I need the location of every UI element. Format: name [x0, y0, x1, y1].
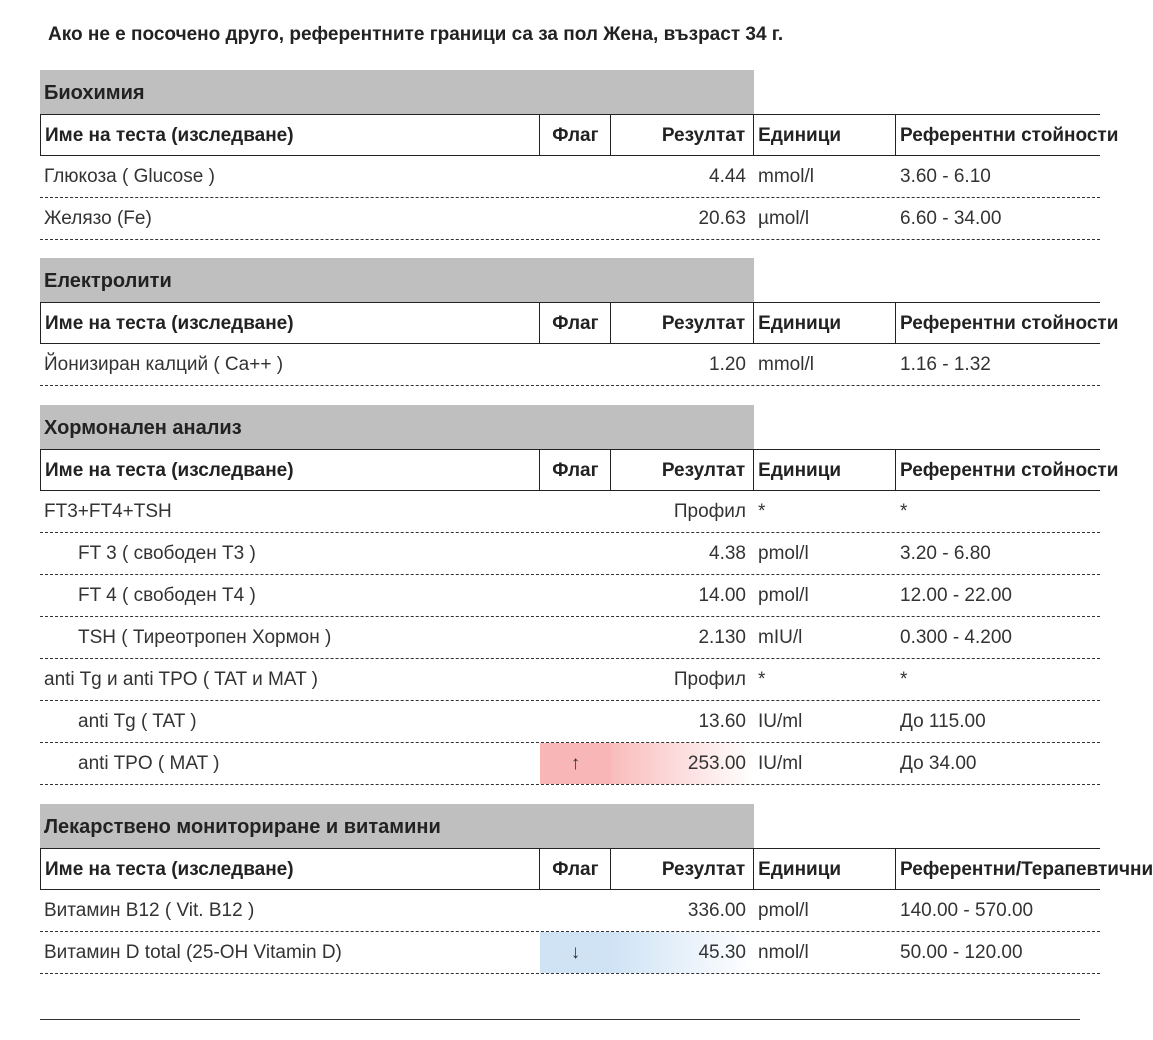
table-row — [40, 659, 1100, 701]
reference-range: До 34.00 — [900, 753, 977, 774]
flag-none-icon — [540, 575, 611, 616]
flag-down-icon: ↓ — [540, 932, 611, 973]
result-value: 20.63 — [698, 208, 746, 229]
reference-range: 140.00 - 570.00 — [900, 900, 1034, 921]
flag-none-icon — [540, 491, 611, 532]
table-row — [40, 932, 1100, 974]
section-title: Лекарствено мониториране и витамини — [40, 804, 754, 848]
result-value: 253.00 — [611, 743, 754, 784]
section-3 — [40, 804, 1153, 974]
table-header — [40, 114, 1119, 156]
result-value: 14.00 — [698, 585, 746, 606]
reference-range: 6.60 - 34.00 — [900, 208, 1002, 229]
section-title: Електролити — [40, 258, 754, 302]
reference-range: 1.16 - 1.32 — [900, 354, 991, 375]
reference-range: 3.20 - 6.80 — [900, 543, 991, 564]
result-value: Профил — [673, 501, 746, 522]
units: pmol/l — [758, 543, 809, 564]
col-name-header: Име на теста (изследване) — [41, 115, 540, 155]
result-value: Профил — [673, 669, 746, 690]
result-value: 4.38 — [709, 543, 746, 564]
col-result-header: Резултат — [611, 450, 754, 490]
test-name: anti Tg ( TAT ) — [78, 711, 197, 732]
table-row — [40, 575, 1100, 617]
col-ref-header: Референтни стойности — [900, 313, 1119, 334]
col-result-header: Резултат — [611, 303, 754, 343]
section-1 — [40, 258, 1119, 386]
section-title: Биохимия — [40, 70, 754, 114]
units: IU/ml — [758, 753, 803, 774]
flag-none-icon — [540, 617, 611, 658]
result-value: 336.00 — [687, 900, 746, 921]
reference-range: 50.00 - 120.00 — [900, 942, 1023, 963]
units: IU/ml — [758, 711, 803, 732]
units: pmol/l — [758, 585, 809, 606]
result-value: 1.20 — [709, 354, 746, 375]
table-row — [40, 533, 1100, 575]
col-ref-header: Референтни стойности — [900, 460, 1119, 481]
section-0 — [40, 70, 1119, 240]
result-value: 13.60 — [698, 711, 746, 732]
reference-range: До 115.00 — [900, 711, 986, 732]
result-value: 2.130 — [698, 627, 746, 648]
table-row — [40, 491, 1100, 533]
table-header — [40, 848, 1153, 890]
section-2 — [40, 405, 1119, 785]
section-title: Хормонален анализ — [40, 405, 754, 449]
col-units-header: Единици — [754, 849, 896, 889]
test-name: Йонизиран калций ( Ca++ ) — [44, 354, 284, 375]
units: mIU/l — [758, 627, 803, 648]
flag-none-icon — [540, 533, 611, 574]
test-name: Витамин B12 ( Vit. B12 ) — [44, 900, 255, 921]
bottom-divider — [40, 1019, 1080, 1020]
test-name: FT3+FT4+TSH — [44, 501, 172, 522]
units: pmol/l — [758, 900, 809, 921]
reference-note: Ако не е посочено друго, референтните граници са за пол Жена, възраст 34 г. — [48, 24, 784, 45]
col-units-header: Единици — [754, 115, 896, 155]
test-name: Желязо (Fe) — [44, 208, 152, 229]
col-flag-header: Флаг — [540, 849, 611, 889]
flag-none-icon — [540, 344, 611, 385]
col-result-header: Резултат — [611, 115, 754, 155]
col-name-header: Име на теста (изследване) — [41, 450, 540, 490]
result-value: 45.30 — [611, 932, 754, 973]
col-name-header: Име на теста (изследване) — [41, 303, 540, 343]
test-name: TSH ( Тиреотропен Хормон ) — [78, 627, 332, 648]
col-ref-header: Референтни/Терапевтични — [900, 859, 1153, 880]
units: * — [758, 501, 766, 522]
units: nmol/l — [758, 942, 809, 963]
col-units-header: Единици — [754, 303, 896, 343]
test-name: FT 4 ( свободен Т4 ) — [78, 585, 256, 606]
table-header — [40, 449, 1119, 491]
units: µmol/l — [758, 208, 810, 229]
units: mmol/l — [758, 166, 814, 187]
units: * — [758, 669, 766, 690]
col-units-header: Единици — [754, 450, 896, 490]
reference-range: 0.300 - 4.200 — [900, 627, 1012, 648]
test-name: Глюкоза ( Glucose ) — [44, 166, 215, 187]
reference-range: * — [900, 669, 908, 690]
reference-range: 3.60 - 6.10 — [900, 166, 991, 187]
test-name: anti Tg и anti TPO ( TAT и MAT ) — [44, 669, 318, 690]
table-header — [40, 302, 1119, 344]
flag-up-icon: ↑ — [540, 743, 611, 784]
units: mmol/l — [758, 354, 814, 375]
col-result-header: Резултат — [611, 849, 754, 889]
flag-none-icon — [540, 659, 611, 700]
col-flag-header: Флаг — [540, 303, 611, 343]
table-row — [40, 198, 1100, 240]
table-row — [40, 701, 1100, 743]
flag-none-icon — [540, 890, 611, 931]
col-ref-header: Референтни стойности — [900, 125, 1119, 146]
test-name: anti TPO ( MAT ) — [78, 753, 220, 774]
table-row — [40, 156, 1100, 198]
reference-range: 12.00 - 22.00 — [900, 585, 1012, 606]
result-value: 4.44 — [709, 166, 746, 187]
col-flag-header: Флаг — [540, 450, 611, 490]
table-row — [40, 344, 1100, 386]
flag-none-icon — [540, 156, 611, 197]
flag-none-icon — [540, 701, 611, 742]
test-name: Витамин D total (25-OH Vitamin D) — [44, 942, 342, 963]
col-name-header: Име на теста (изследване) — [41, 849, 540, 889]
reference-range: * — [900, 501, 908, 522]
table-row — [40, 617, 1100, 659]
test-name: FT 3 ( свободен Т3 ) — [78, 543, 256, 564]
flag-none-icon — [540, 198, 611, 239]
table-row — [40, 890, 1100, 932]
col-flag-header: Флаг — [540, 115, 611, 155]
table-row — [40, 743, 1100, 785]
